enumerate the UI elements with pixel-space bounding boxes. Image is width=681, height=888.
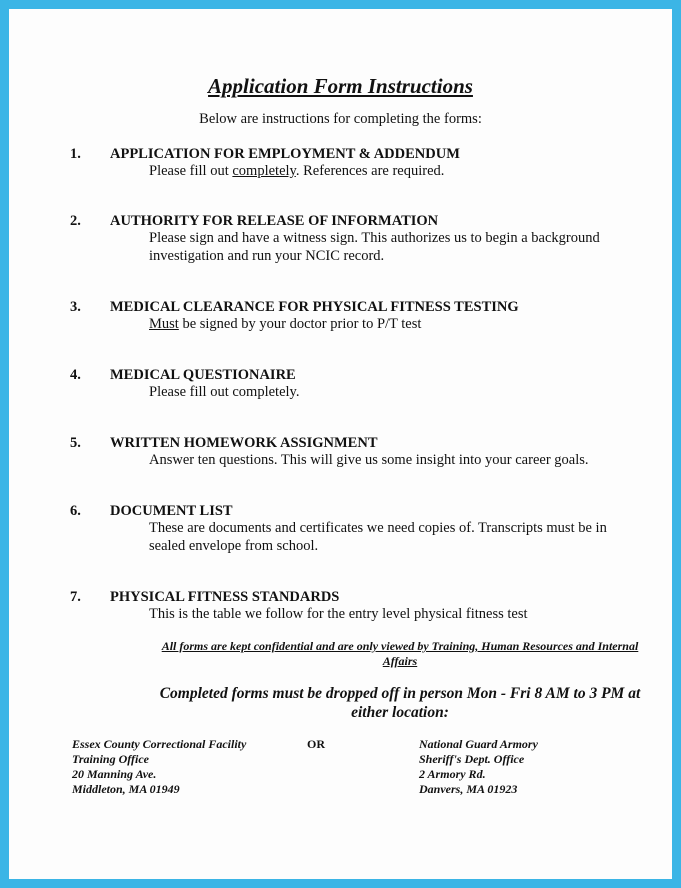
item-heading: DOCUMENT LIST (110, 503, 233, 519)
address-name: National Guard Armory (419, 737, 538, 751)
item-heading: MEDICAL CLEARANCE FOR PHYSICAL FITNESS TESTING (110, 299, 519, 315)
page-title: Application Form Instructions (208, 74, 473, 98)
address-street: 20 Manning Ave. (72, 767, 157, 781)
item-number: 4. (70, 367, 81, 383)
item-number: 2. (70, 213, 81, 229)
address-street: 2 Armory Rd. (419, 767, 486, 781)
item-description: Please fill out completely. (149, 384, 300, 400)
item-description: This is the table we follow for the entry level physical fitness test (149, 606, 528, 622)
item-description: Must be signed by your doctor prior to P/T test (149, 316, 422, 332)
item-heading: MEDICAL QUESTIONAIRE (110, 367, 296, 383)
or-separator: OR (307, 737, 325, 751)
confidential-note: All forms are kept confidential and are only viewed by Training, Human Resources and Internal Affairs (161, 639, 639, 668)
address-right (419, 737, 538, 797)
item-number: 3. (70, 299, 81, 315)
dropoff-note: Completed forms must be dropped off in person Mon - Fri 8 AM to 3 PM at either location: (159, 685, 641, 721)
item-number: 1. (70, 146, 81, 162)
item-heading: WRITTEN HOMEWORK ASSIGNMENT (110, 435, 378, 451)
address-city: Danvers, MA 01923 (419, 782, 518, 796)
address-name: Essex County Correctional Facility (72, 737, 247, 751)
item-heading: PHYSICAL FITNESS STANDARDS (110, 589, 340, 605)
item-heading: AUTHORITY FOR RELEASE OF INFORMATION (110, 213, 439, 229)
item-number: 5. (70, 435, 81, 451)
address-left (72, 737, 246, 797)
item-number: 7. (70, 589, 81, 605)
item-description: Please fill out completely. References are required. (149, 163, 445, 179)
address-city: Middleton, MA 01949 (72, 782, 180, 796)
address-office: Sheriff's Dept. Office (419, 752, 525, 766)
address-office: Training Office (72, 752, 149, 766)
item-description: Please sign and have a witness sign. This authorizes us to begin a background investigation and run your NCIC record. (149, 230, 600, 264)
item-description: These are documents and certificates we need copies of. Transcripts must be in sealed envelope from school. (149, 520, 607, 554)
item-description: Answer ten questions. This will give us some insight into your career goals. (149, 452, 589, 468)
item-heading: APPLICATION FOR EMPLOYMENT & ADDENDUM (110, 146, 460, 162)
item-number: 6. (70, 503, 81, 519)
page-subtitle: Below are instructions for completing the forms: (199, 111, 482, 127)
